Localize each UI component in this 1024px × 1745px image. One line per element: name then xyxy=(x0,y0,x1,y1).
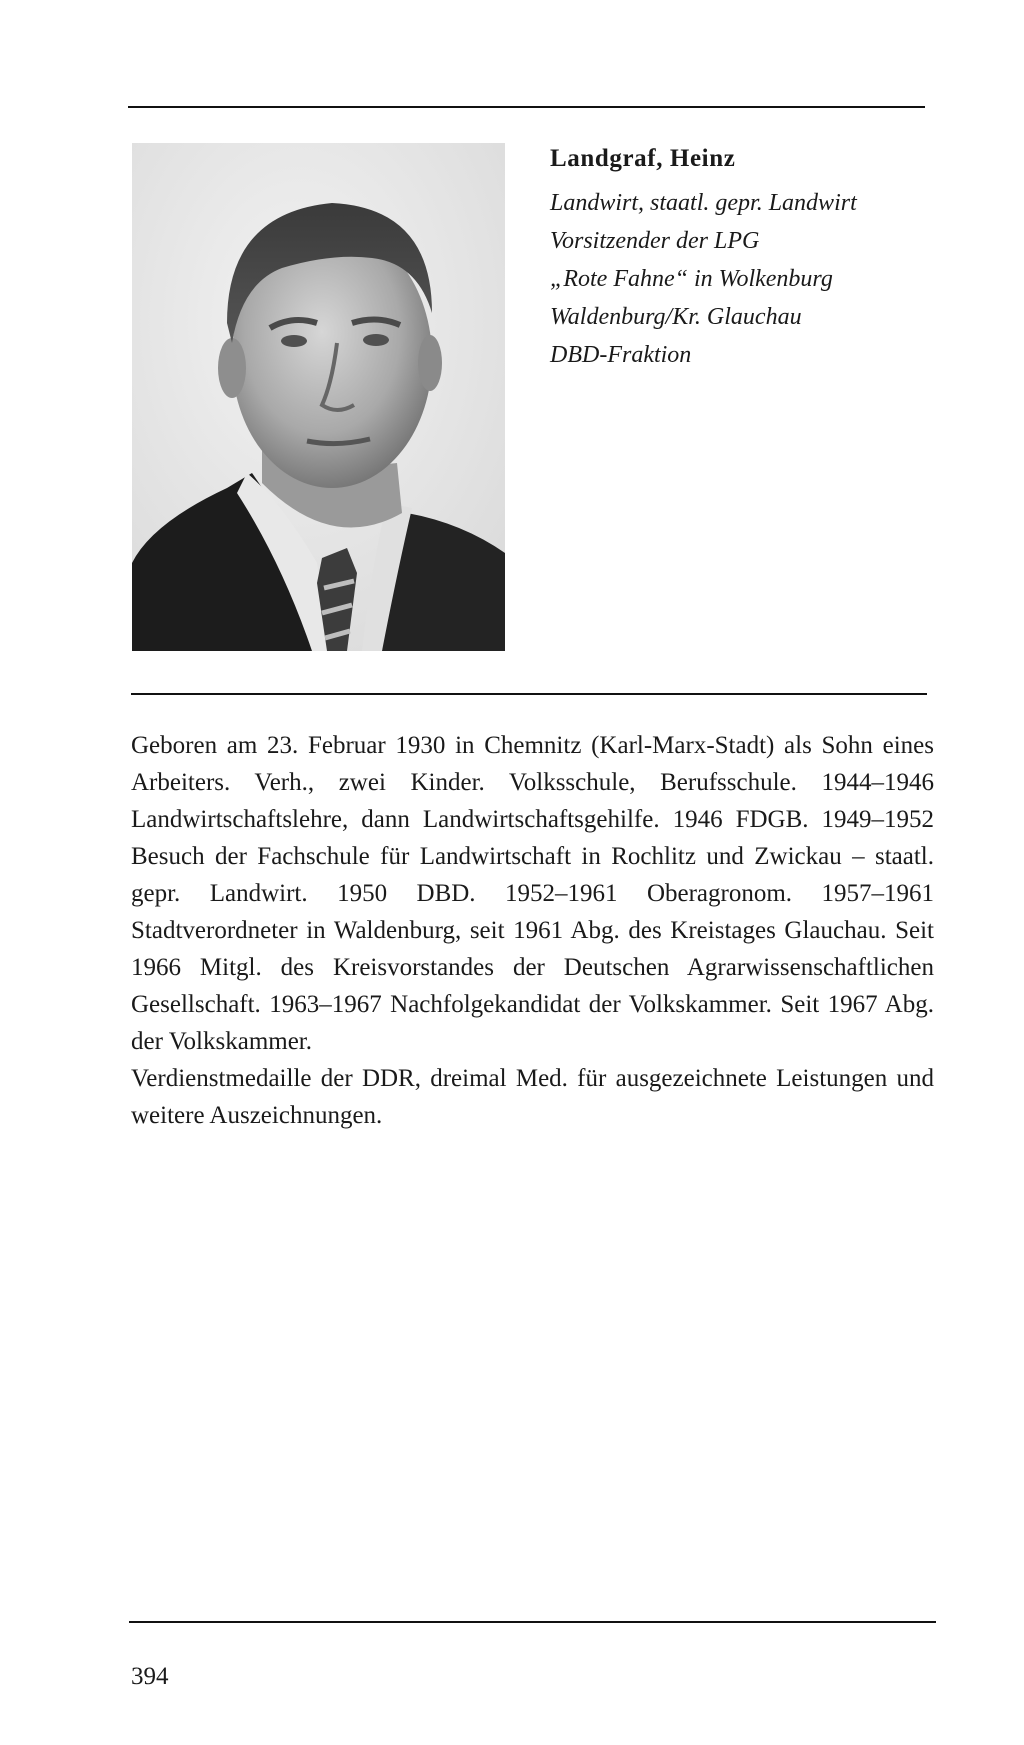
role-line: Vorsitzender der LPG xyxy=(550,228,760,254)
role-line: DBD-Fraktion xyxy=(550,342,692,368)
biography-paragraph: Geboren am 23. Februar 1930 in Chemnitz (Karl-Marx-Stadt) als Sohn eines Arbeiters. Verh., zwei Kinder. Volksschule, Berufsschule. 1944–1946 Landwirtschaftslehre, dann Landwirtschaftsgehilfe. 1946 FDGB. 1949–1952 Besuch der Fachschule für Landwirtschaft in Rochlitz und Zwickau – staatl. gepr. Landwirt. 1950 DBD. 1952–1961 Oberagronom. 1957–1961 Stadtverordneter in Waldenburg, seit 1961 Abg. des Kreistages Glauchau. Seit 1966 Mitgl. des Kreisvorstandes der Deutschen Agrarwissenschaftlichen Gesellschaft. 1963–1967 Nachfolgekandidat der Volkskammer. Seit 1967 Abg. der Volkskammer. xyxy=(131,732,934,1055)
portrait-image xyxy=(132,143,505,651)
page-number: 394 xyxy=(131,1663,169,1690)
portrait-photo xyxy=(132,143,505,651)
entry-name: Landgraf, Heinz xyxy=(550,145,736,172)
biography xyxy=(131,727,934,1134)
middle-rule xyxy=(131,693,927,695)
role-line: Landwirt, staatl. gepr. Landwirt xyxy=(550,190,857,216)
bottom-rule xyxy=(129,1621,936,1623)
role-line: Waldenburg/Kr. Glauchau xyxy=(550,304,802,330)
top-rule xyxy=(128,106,925,108)
role-line: „Rote Fahne“ in Wolkenburg xyxy=(550,266,833,292)
entry-header xyxy=(550,142,930,374)
awards-paragraph: Verdienstmedaille der DDR, dreimal Med. für ausgezeichnete Leistungen und weitere Auszeichnungen. xyxy=(131,1065,934,1129)
